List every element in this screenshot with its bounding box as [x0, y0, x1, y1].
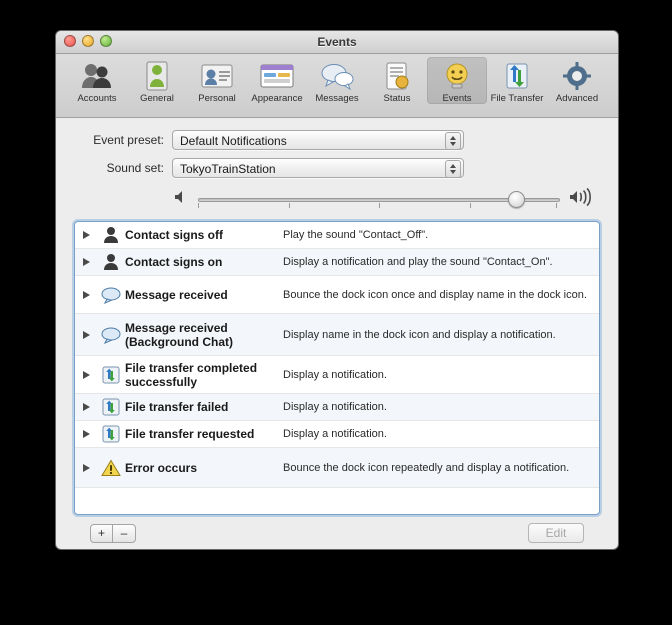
- disclosure-triangle-icon[interactable]: [75, 291, 97, 299]
- event-preset-label: Event preset:: [93, 133, 164, 147]
- events-list[interactable]: [74, 221, 600, 515]
- event-description: Display a notification.: [283, 428, 387, 440]
- speaker-high-icon: [568, 188, 594, 211]
- toolbar-item-label: Events: [442, 93, 472, 104]
- table-row[interactable]: [75, 421, 599, 448]
- event-preset-row: [72, 130, 602, 150]
- speaker-low-icon: [172, 189, 190, 210]
- remove-event-button[interactable]: –: [113, 524, 136, 543]
- table-row[interactable]: [75, 314, 599, 356]
- volume-slider[interactable]: [198, 189, 560, 211]
- event-description: Bounce the dock icon once and display name in the dock icon.: [283, 288, 587, 301]
- window-titlebar[interactable]: [56, 31, 618, 54]
- chevron-updown-icon: [445, 160, 461, 178]
- preferences-toolbar: [56, 54, 618, 118]
- disclosure-triangle-icon[interactable]: [75, 231, 97, 239]
- event-description: Play the sound "Contact_Off".: [283, 229, 429, 241]
- disclosure-triangle-icon[interactable]: [75, 331, 97, 339]
- table-row[interactable]: [75, 356, 599, 394]
- table-row[interactable]: [75, 448, 599, 488]
- event-preset-value: Default Notifications: [180, 134, 287, 148]
- slider-ticks: [198, 203, 560, 211]
- table-row[interactable]: [75, 394, 599, 421]
- disclosure-triangle-icon[interactable]: [75, 464, 97, 472]
- slider-knob[interactable]: [508, 191, 525, 208]
- toolbar-item-status[interactable]: [367, 57, 427, 104]
- event-name: File transfer completed successfully: [125, 360, 258, 389]
- warning-icon: [97, 459, 125, 477]
- toolbar-item-accounts[interactable]: [67, 57, 127, 104]
- disclosure-triangle-icon[interactable]: [75, 403, 97, 411]
- toolbar-item-label: Personal: [198, 93, 236, 104]
- person-icon: [97, 226, 125, 244]
- messages-icon: [307, 59, 367, 92]
- toolbar-item-personal[interactable]: [187, 57, 247, 104]
- event-name: Contact signs on: [125, 255, 223, 269]
- toolbar-item-label: Appearance: [251, 93, 303, 104]
- zoom-button[interactable]: [100, 35, 112, 47]
- disclosure-triangle-icon[interactable]: [75, 371, 97, 379]
- toolbar-item-label: File Transfer: [490, 93, 544, 104]
- close-button[interactable]: [64, 35, 76, 47]
- personal-icon: [187, 59, 247, 92]
- toolbar-item-label: Status: [383, 93, 411, 104]
- event-preset-select[interactable]: [172, 130, 464, 150]
- sound-set-row: [72, 158, 602, 178]
- table-row[interactable]: [75, 222, 599, 249]
- toolbar-item-label: Messages: [315, 93, 359, 104]
- event-name: Message received: [125, 287, 228, 302]
- event-name: Message received (Background Chat): [125, 320, 233, 349]
- advanced-icon: [547, 59, 607, 92]
- table-row[interactable]: [75, 249, 599, 276]
- accounts-icon: [67, 59, 127, 92]
- window-title: Events: [317, 35, 357, 49]
- general-icon: [127, 59, 187, 92]
- add-event-button[interactable]: +: [90, 524, 113, 543]
- toolbar-item-general[interactable]: [127, 57, 187, 104]
- event-description: Display name in the dock icon and display a notification.: [283, 328, 556, 341]
- toolbar-item-messages[interactable]: [307, 57, 367, 104]
- file-transfer-icon: [97, 366, 125, 384]
- add-remove-segment: [90, 524, 136, 543]
- file-transfer-icon: [97, 425, 125, 443]
- event-description: Display a notification.: [283, 401, 387, 413]
- disclosure-triangle-icon[interactable]: [75, 430, 97, 438]
- events-icon: [427, 59, 487, 92]
- toolbar-item-advanced[interactable]: [547, 57, 607, 104]
- preferences-window: [55, 30, 619, 550]
- toolbar-item-appearance[interactable]: [247, 57, 307, 104]
- toolbar-item-label: Advanced: [555, 93, 599, 104]
- event-description: Display a notification.: [283, 368, 387, 381]
- minimize-button[interactable]: [82, 35, 94, 47]
- status-icon: [367, 59, 427, 92]
- events-pane: [56, 118, 618, 543]
- edit-button[interactable]: Edit: [528, 523, 584, 543]
- toolbar-item-file-transfer[interactable]: [487, 57, 547, 104]
- event-name: File transfer requested: [125, 427, 255, 441]
- table-row[interactable]: [75, 276, 599, 314]
- disclosure-triangle-icon[interactable]: [75, 258, 97, 266]
- toolbar-item-label: Accounts: [77, 93, 117, 104]
- volume-row: [72, 188, 602, 211]
- appearance-icon: [247, 59, 307, 92]
- window-controls: [64, 35, 112, 47]
- sound-set-select[interactable]: [172, 158, 464, 178]
- slider-track: [198, 198, 560, 202]
- file-transfer-icon: [487, 59, 547, 92]
- event-name: Contact signs off: [125, 228, 223, 242]
- person-icon: [97, 253, 125, 271]
- event-description: Display a notification and play the sound "Contact_On".: [283, 256, 553, 268]
- event-name: Error occurs: [125, 460, 198, 475]
- event-name: File transfer failed: [125, 400, 229, 414]
- sound-set-label: Sound set:: [106, 161, 164, 175]
- chat-bubble-icon: [97, 326, 125, 344]
- chevron-updown-icon: [445, 132, 461, 150]
- chat-bubble-icon: [97, 286, 125, 304]
- event-description: Bounce the dock icon repeatedly and display a notification.: [283, 461, 570, 474]
- file-transfer-icon: [97, 398, 125, 416]
- sound-set-value: TokyoTrainStation: [180, 162, 276, 176]
- toolbar-item-label: General: [140, 93, 174, 104]
- list-controls: [72, 515, 602, 543]
- toolbar-item-events[interactable]: [427, 57, 487, 104]
